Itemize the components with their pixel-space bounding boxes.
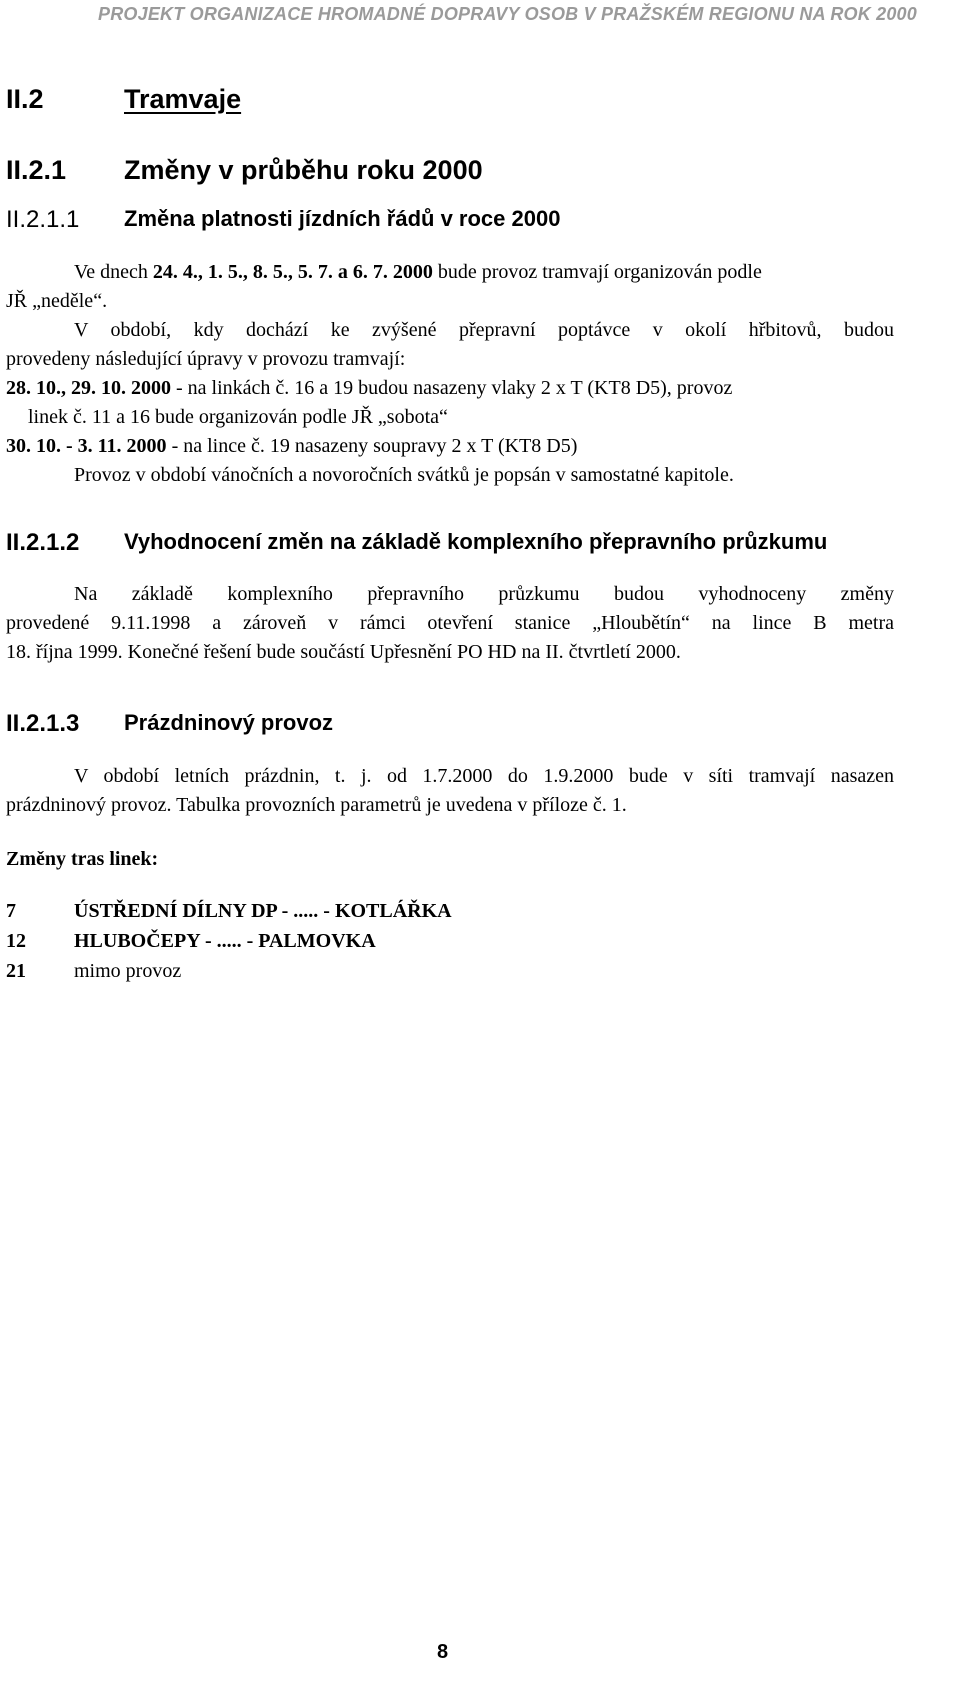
s3-title: Prázdninový provoz (124, 710, 334, 735)
page-number: 8 (437, 1641, 449, 1663)
s2-line1: Na základě komplexního přepravního průzkumu budou vyhodnoceny změny (74, 583, 894, 605)
s2-line2: provedené 9.11.1998 a zároveň v rámci otevření stanice „Hloubětín“ na lince B metra (6, 612, 894, 634)
s1-item1-rest: - na linkách č. 16 a 19 budou nasazeny vlaky 2 x T (KT8 D5), provoz (171, 377, 733, 399)
s1-item1-line1 (6, 374, 894, 403)
s3-line1: V období letních prázdnin, t. j. od 1.7.2000 do 1.9.2000 bude v síti tramvají nasazen (74, 765, 894, 787)
route-changes-title: Změny tras linek: (6, 848, 159, 870)
s1-item1-date: 28. 10., 29. 10. 2000 (6, 377, 171, 399)
s1-p1-dates: 24. 4., 1. 5., 8. 5., 5. 7. a 6. 7. 2000 (152, 261, 433, 283)
section-title: Tramvaje (124, 84, 242, 114)
s2-paragraph (6, 580, 894, 667)
s1-p2-line1: V období, kdy dochází ke zvýšené přepravní poptávce v okolí hřbitovů, budou (74, 319, 894, 341)
s3-number: II.2.1.3 (6, 710, 80, 737)
route-description: mimo provoz (74, 960, 182, 982)
s1-p1-rest: bude provoz tramvají organizován podle (432, 261, 762, 283)
route-number: 7 (6, 900, 16, 922)
s3-line2: prázdninový provoz. Tabulka provozních parametrů je uvedena v příloze č. 1. (6, 794, 627, 816)
route-description: ÚSTŘEDNÍ DÍLNY DP - ..... - KOTLÁŘKA (74, 900, 452, 922)
s2-title: Vyhodnocení změn na základě komplexního přepravního průzkumu (124, 529, 828, 554)
s3-paragraph (6, 762, 894, 820)
s1-p1-line2: JŘ „neděle“. (6, 290, 108, 312)
s1-item2-rest: - na lince č. 19 nasazeny soupravy 2 x T (KT8 D5) (166, 435, 578, 457)
s2-line3: 18. října 1999. Konečné řešení bude součástí Upřesnění PO HD na II. čtvrtletí 2000. (6, 641, 681, 663)
route-number: 12 (6, 930, 26, 952)
route-number: 21 (6, 960, 26, 982)
s1-number: II.2.1.1 (6, 206, 80, 233)
route-description: HLUBOČEPY - ..... - PALMOVKA (74, 930, 376, 952)
s1-p3: Provoz v období vánočních a novoročních svátků je popsán v samostatné kapitole. (74, 464, 734, 486)
s1-item1-line2: linek č. 11 a 16 bude organizován podle JŘ „sobota“ (28, 406, 448, 428)
s2-number: II.2.1.2 (6, 529, 80, 556)
section-number: II.2 (6, 84, 44, 114)
s1-title: Změna platnosti jízdních řádů v roce 2000 (124, 206, 561, 231)
subsection-number: II.2.1 (6, 155, 67, 185)
s1-item2 (6, 432, 894, 461)
s1-paragraphs (6, 258, 894, 490)
s1-p2-line2: provedeny následující úpravy v provozu tramvají: (6, 348, 406, 370)
s1-p1-lead: Ve dnech (74, 261, 153, 283)
subsection-title: Změny v průběhu roku 2000 (124, 155, 483, 185)
s1-p1-line1 (6, 258, 894, 287)
running-header: PROJEKT ORGANIZACE HROMADNÉ DOPRAVY OSOB V PRAŽSKÉM REGIONU NA ROK 2000 (98, 4, 917, 24)
s1-item2-date: 30. 10. - 3. 11. 2000 (6, 435, 167, 457)
